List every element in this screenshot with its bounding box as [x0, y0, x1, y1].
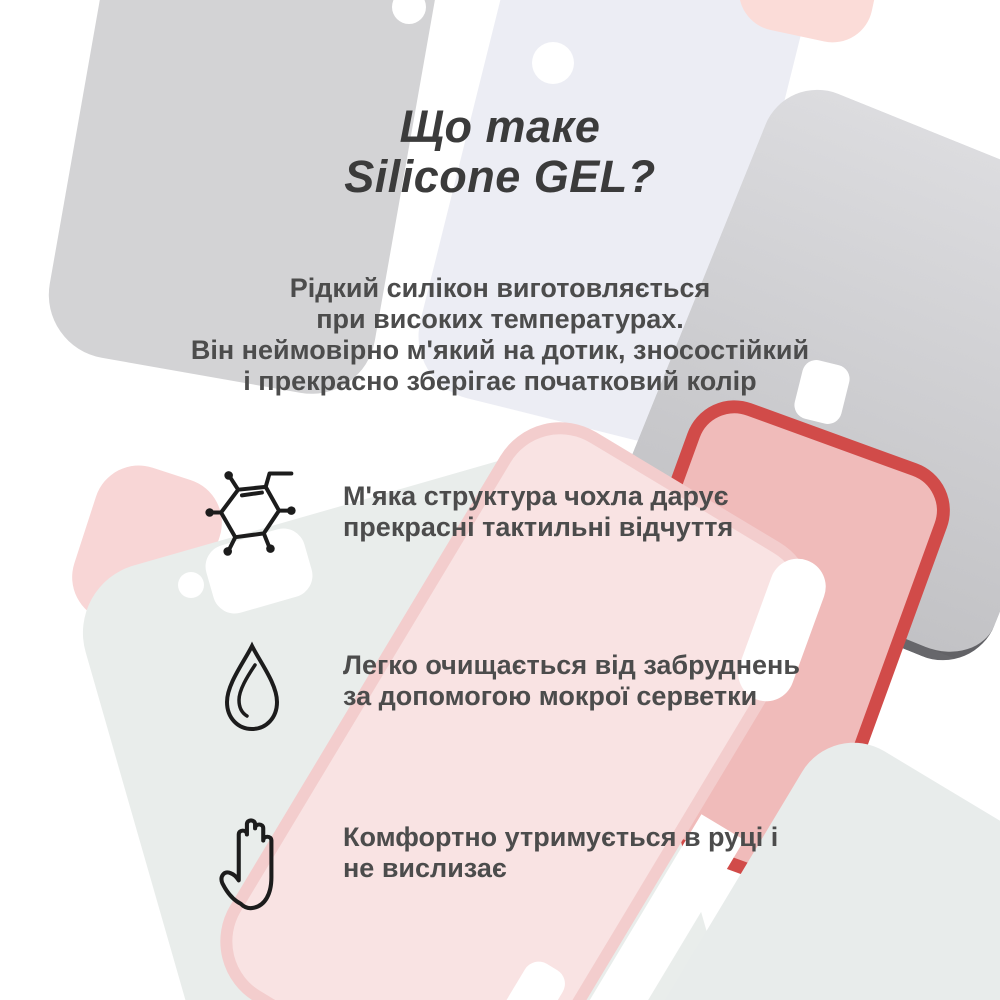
intro-line: Рідкий силікон виготовляється — [289, 273, 711, 303]
feature-easy-clean — [343, 650, 923, 712]
intro-paragraph — [0, 273, 1000, 397]
intro-line: і прекрасно зберігає початковий колір — [243, 366, 757, 396]
feature-line: прекрасні тактильні відчуття — [343, 512, 734, 542]
intro-line: при високих температурах. — [316, 304, 684, 334]
page-title-line2: Silicone GEL? — [344, 151, 656, 203]
page-title-line1: Що таке — [399, 101, 601, 153]
camera-hole-circle — [178, 572, 204, 598]
intro-line: Він неймовірно м'який на дотик, зносостійкий — [190, 335, 810, 365]
feature-comfort-grip — [343, 822, 923, 884]
feature-line: Легко очищається від забруднень — [343, 650, 800, 680]
feature-line: за допомогою мокрої серветки — [343, 681, 758, 711]
feature-line: Комфортно утримується в руці і — [343, 822, 779, 852]
molecule-icon — [203, 465, 298, 560]
hand-icon — [210, 812, 292, 914]
water-drop-icon — [216, 640, 288, 735]
feature-soft-structure — [343, 481, 923, 543]
page-title — [0, 102, 1000, 202]
feature-line: не вислизає — [343, 853, 507, 883]
feature-line: М'яка структура чохла дарує — [343, 481, 729, 511]
camera-hole-circle — [532, 42, 574, 84]
